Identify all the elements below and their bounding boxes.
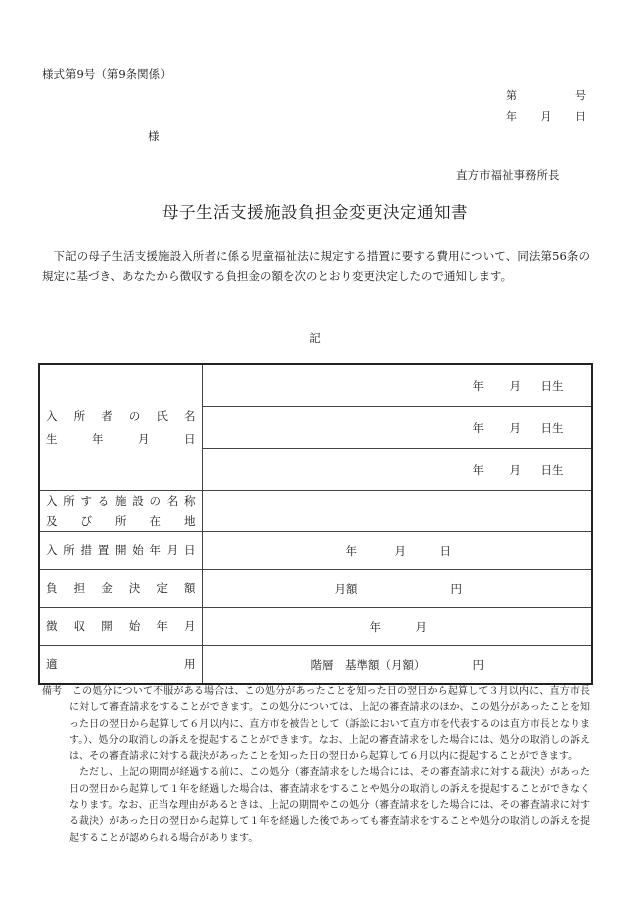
apply-label: 適 用 [46, 657, 196, 671]
form-number: 様式第9号（第9条関係） [42, 67, 172, 81]
facility-value[interactable] [202, 491, 592, 532]
remarks-paragraph-2: ただし、上記の期間が経過する前に、この処分（審査請求をした場合には、その審査請求に対する裁決）があった日の翌日から起算して１年を経過した場合は、審査請求をすることや処分の取消しの訴えを提起することができなくなります。なお、正当な理由があるときは、上記の期間やこの処分（審査請求をした場合には、その審査請求に対する裁決）があった日の翌日から起算して１年を経過した後であっても審査請求をすることや処分の取消しの訴えを提起することが認められる場合があります。 [69, 767, 590, 844]
apply-label-cell [39, 646, 202, 685]
collect-start-label: 徴 収 開 始 年 月 [46, 619, 196, 633]
details-table [38, 363, 593, 685]
date-hi: 日 [575, 110, 586, 123]
facility-label-cell [39, 491, 202, 532]
body-text: 下記の母子生活支援施設入所者に係る児童福祉法に規定する措置に要する費用について、同法第56条の規定に基づき、あなたから徴収する負担金の額を次のとおり変更決定したので通知します。 [42, 249, 590, 283]
number-dai: 第 [506, 89, 517, 102]
start-date-value[interactable]: 年 月 日 [202, 532, 592, 570]
number-go: 号 [575, 89, 586, 102]
facility-name-label: 入 所 す る 施 設 の 名 称 [46, 494, 196, 508]
start-date-label-cell [39, 532, 202, 570]
start-date-label: 入 所 措 置 開 始 年 月 日 [46, 543, 196, 557]
remarks-label: 備考 [42, 686, 62, 697]
remarks [42, 684, 590, 847]
remarks-paragraph-1: この処分について不服がある場合は、この処分があったことを知った日の翌日から起算して３月以内に、直方市長に対して審査請求をすることができます。この処分については、上記の審査請求のほか、この処分があったことを知った日の翌日から起算して６月以内に、直方市を被告として（訴訟において直方市を代表するのは直方市長となります。）、処分の取消しの訴えを提起することができます。なお、上記の審査請求をした場合には、処分の取消しの訴えは、その審査請求に対する裁決があったことを知った日の翌日から起算して６月以内に提起することができます。 [69, 686, 590, 763]
amount-value[interactable]: 月額 円 [202, 570, 592, 608]
document-title: 母子生活支援施設負担金変更決定通知書 [162, 203, 468, 222]
apply-value[interactable]: 階層 基準額（月額） 円 [202, 646, 592, 685]
collect-start-value[interactable]: 年 月 [202, 608, 592, 646]
facility-address-label: 及 び 所 在 地 [46, 514, 196, 528]
date-nen: 年 [506, 110, 517, 123]
birth-date-label: 生 年 月 日 [46, 431, 196, 446]
resident-entry-1[interactable]: 年 月 日生 [202, 364, 592, 407]
collect-label-cell [39, 608, 202, 646]
resident-entry-2[interactable]: 年 月 日生 [202, 407, 592, 449]
addressee-sama: 様 [148, 129, 160, 143]
resident-name-label: 入 所 者 の 氏 名 [46, 408, 196, 423]
amount-label: 負 担 金 決 定 額 [46, 581, 196, 595]
amount-label-cell [39, 570, 202, 608]
resident-entry-3[interactable]: 年 月 日生 [202, 449, 592, 491]
resident-label-cell [39, 364, 202, 491]
date-tsuki: 月 [540, 110, 552, 123]
ki-heading: 記 [309, 331, 321, 345]
document-number [506, 87, 586, 103]
issue-date [506, 108, 586, 124]
issuer: 直方市福祉事務所長 [456, 168, 560, 182]
